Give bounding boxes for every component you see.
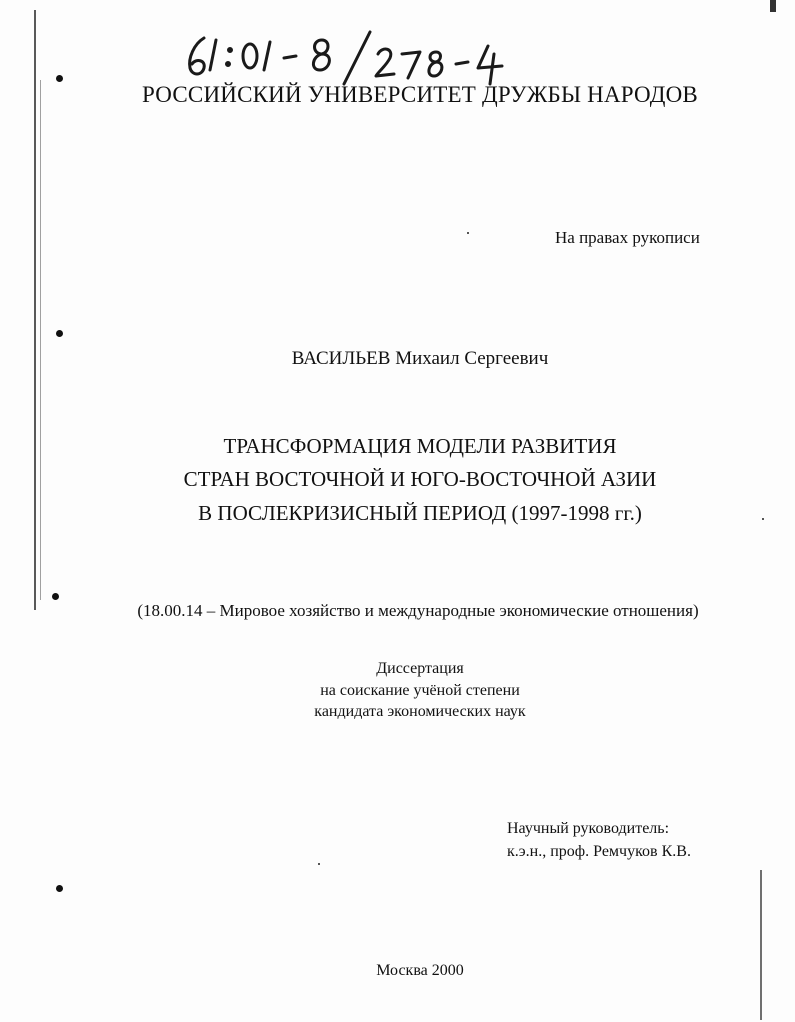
author-name: ВАСИЛЬЕВ Михаил Сергеевич <box>291 348 549 369</box>
punch-hole-mark <box>52 593 59 600</box>
thesis-title-line-1: ТРАНСФОРМАЦИЯ МОДЕЛИ РАЗВИТИЯ <box>223 434 617 458</box>
degree-purpose: на соискание учёной степени <box>320 682 520 699</box>
rights-note: На правах рукописи <box>555 228 700 247</box>
dissertation-type: Диссертация <box>376 660 464 677</box>
punch-hole-mark <box>56 75 63 82</box>
handwritten-archive-code <box>180 26 520 86</box>
thesis-title-line-3: В ПОСЛЕКРИЗИСНЫЙ ПЕРИОД (1997-1998 гг.) <box>198 501 642 525</box>
thesis-title-line-2: СТРАН ВОСТОЧНОЙ И ЮГО-ВОСТОЧНОЙ АЗИИ <box>183 467 657 491</box>
place-and-year: Москва 2000 <box>376 962 464 979</box>
scan-right-edge <box>760 870 762 1020</box>
scan-corner-mark <box>770 0 776 12</box>
punch-hole-mark <box>56 885 63 892</box>
scan-speck <box>318 863 320 865</box>
specialty-code: (18.00.14 – Мировое хозяйство и международные экономические отношения) <box>137 601 699 620</box>
supervisor-label: Научный руководитель: <box>507 820 670 837</box>
supervisor-name: к.э.н., проф. Ремчуков К.В. <box>507 843 691 860</box>
scan-speck <box>467 232 469 234</box>
university-name: РОССИЙСКИЙ УНИВЕРСИТЕТ ДРУЖБЫ НАРОДОВ <box>142 82 698 107</box>
degree-name: кандидата экономических наук <box>314 703 526 720</box>
punch-hole-mark <box>56 330 63 337</box>
